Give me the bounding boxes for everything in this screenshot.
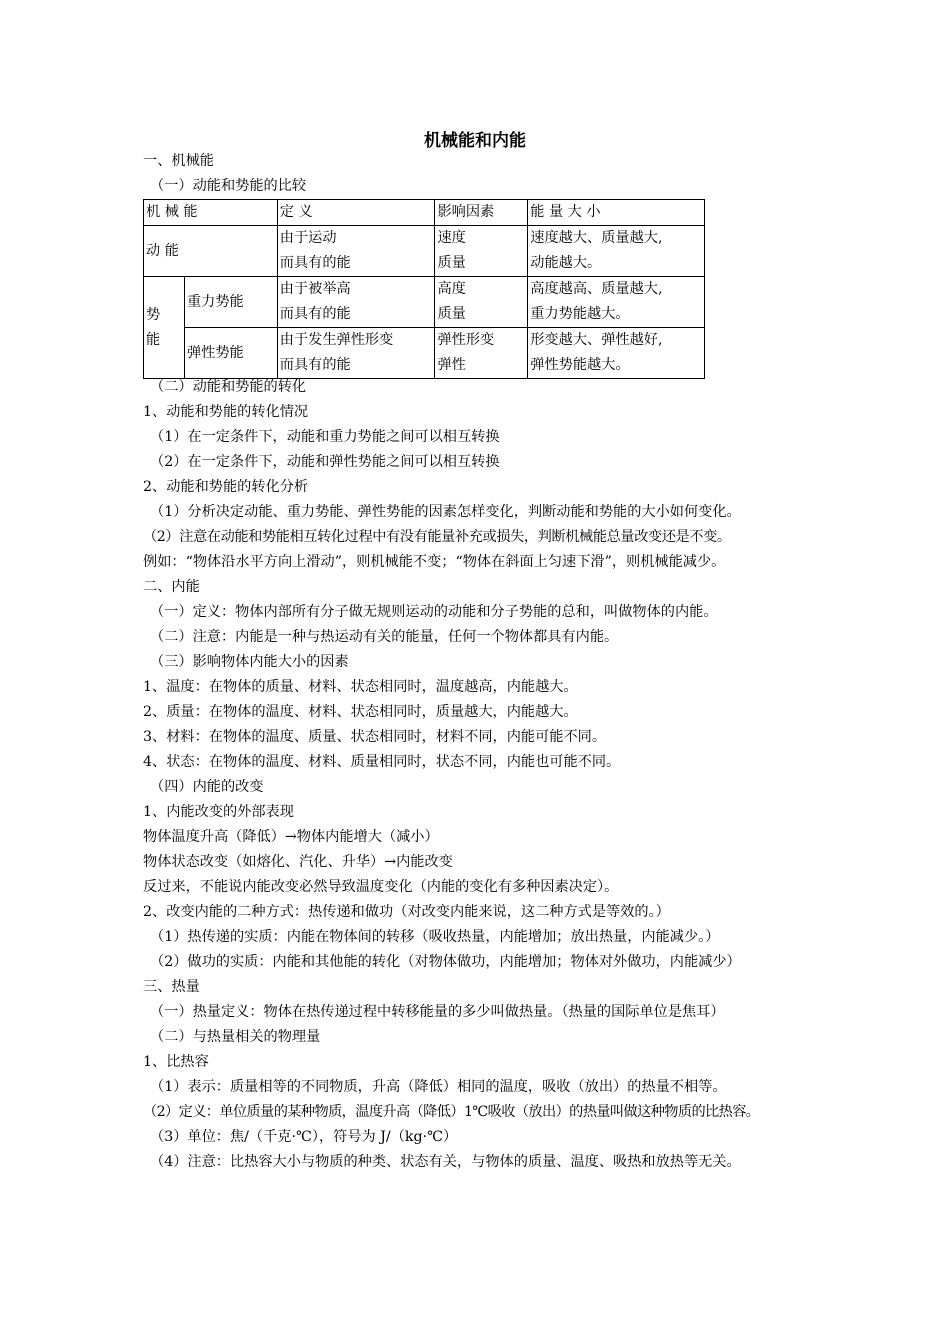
cell-line: 弹性势能越大。 [530,357,630,373]
text-line: （二）注意：内能是一种与热运动有关的能量，任何一个物体都具有内能。 [150,629,619,645]
cell-line: 由于被举高 [279,281,351,297]
row-label: 弹性势能 [184,328,277,379]
cell-line: 由于发生弹性形变 [279,332,394,348]
text-line: 1、比热容 [143,1054,209,1070]
row-label: 重力势能 [184,277,277,328]
text-line: （1）分析决定动能、重力势能、弹性势能的因素怎样变化，判断动能和势能的大小如何变化。 [150,504,741,520]
text-line: （四）内能的改变 [150,779,264,795]
header-cell: 机 械 能 [144,200,278,226]
magnitude-cell [528,226,705,277]
row-label: 动 能 [144,226,278,277]
cell-line: 由于运动 [279,230,337,246]
cell-line: 弹性形变 [437,332,495,348]
header-cell: 能 量 大 小 [528,200,705,226]
text-line: （三）影响物体内能大小的因素 [150,654,349,670]
text-line: 1、内能改变的外部表现 [143,804,294,820]
cell-line: 而具有的能 [279,255,351,271]
energy-comparison-table [143,199,705,379]
text-line: （1）热传递的实质：内能在物体间的转移（吸收热量，内能增加；放出热量，内能减少。） [150,929,720,945]
text-line: （一）热量定义：物体在热传递过程中转移能量的多少叫做热量。（热量的国际单位是焦耳） [150,1004,725,1020]
section-heading: 二、内能 [143,579,200,595]
header-cell: 影响因素 [435,200,528,226]
page-title: 机械能和内能 [424,131,526,151]
text-line: （1）在一定条件下，动能和重力势能之间可以相互转换 [150,429,500,445]
cell-line: 势 [146,306,161,323]
text-line: （1）表示：质量相等的不同物质，升高（降低）相同的温度，吸收（放出）的热量不相等。 [150,1079,727,1095]
cell-line: 重力势能越大。 [530,306,630,322]
cell-line: 动能越大。 [530,255,602,271]
text-line: （3）单位：焦/（千克·℃），符号为 J/（kg·℃） [150,1129,458,1145]
table-row [144,328,705,379]
definition-cell [277,226,435,277]
cell-line: 速度越大、质量越大, [530,230,663,246]
cell-line: 弹性 [437,357,466,373]
text-line: 3、材料：在物体的温度、质量、状态相同时，材料不同，内能可能不同。 [143,729,607,745]
text-line: （二）动能和势能的转化 [150,379,307,395]
section-heading: 三、热量 [143,979,200,995]
cell-line: 能 [146,331,161,348]
text-line: （二）与热量相关的物理量 [150,1029,321,1045]
magnitude-cell [528,328,705,379]
text-line: 2、质量：在物体的温度、材料、状态相同时，质量越大，内能越大。 [143,704,578,720]
section-heading: 一、机械能 [143,153,214,169]
text-line: （4）注意：比热容大小与物质的种类、状态有关，与物体的质量、温度、吸热和放热等无关。 [150,1154,741,1170]
subsection-heading: （一）动能和势能的比较 [150,178,307,194]
text-line: （2）做功的实质：内能和其他能的转化（对物体做功，内能增加；物体对外做功，内能减少） [150,954,741,970]
magnitude-cell [528,277,705,328]
cell-line: 速度 [437,230,466,246]
cell-line: 形变越大、弹性越好, [530,332,663,348]
text-line: 例如：“物体沿水平方向上滑动”，则机械能不变；“物体在斜面上匀速下滑”，则机械能减少。 [143,554,726,570]
text-line: 1、温度：在物体的质量、材料、状态相同时，温度越高，内能越大。 [143,679,578,695]
text-line: 1、动能和势能的转化情况 [143,404,309,420]
row-group-label [144,277,185,379]
cell-line: 质量 [437,306,466,322]
text-line: （2）在一定条件下，动能和弹性势能之间可以相互转换 [150,454,500,470]
factor-cell [435,328,528,379]
text-line: （2）注意在动能和势能相互转化过程中有没有能量补充或损失，判断机械能总量改变还是不变。 [143,529,731,545]
cell-line: 而具有的能 [279,306,351,322]
cell-line: 质量 [437,255,466,271]
definition-cell [277,328,435,379]
factor-cell [435,226,528,277]
cell-line: 高度越高、质量越大, [530,281,663,297]
text-line: 反过来，不能说内能改变必然导致温度变化（内能的变化有多种因素决定）。 [143,879,619,895]
definition-cell [277,277,435,328]
text-line: 2、动能和势能的转化分析 [143,479,309,495]
text-line: 物体温度升高（降低）→物体内能增大（减小） [143,829,439,845]
text-line: 物体状态改变（如熔化、汽化、升华）→内能改变 [143,854,453,870]
text-line: （一）定义：物体内部所有分子做无规则运动的动能和分子势能的总和，叫做物体的内能。 [150,604,718,620]
header-cell: 定 义 [277,200,435,226]
text-line: 4、状态：在物体的温度、材料、质量相同时，状态不同，内能也可能不同。 [143,754,621,770]
text-line: 2、改变内能的二种方式：热传递和做功（对改变内能来说，这二种方式是等效的。） [143,904,670,920]
table-row [144,226,705,277]
text-line: （2）定义：单位质量的某种物质，温度升高（降低）1℃吸收（放出）的热量叫做这种物质的比热容。 [143,1104,760,1120]
table-header-row [144,200,705,226]
table-row [144,277,705,328]
cell-line: 高度 [437,281,466,297]
cell-line: 而具有的能 [279,357,351,373]
factor-cell [435,277,528,328]
